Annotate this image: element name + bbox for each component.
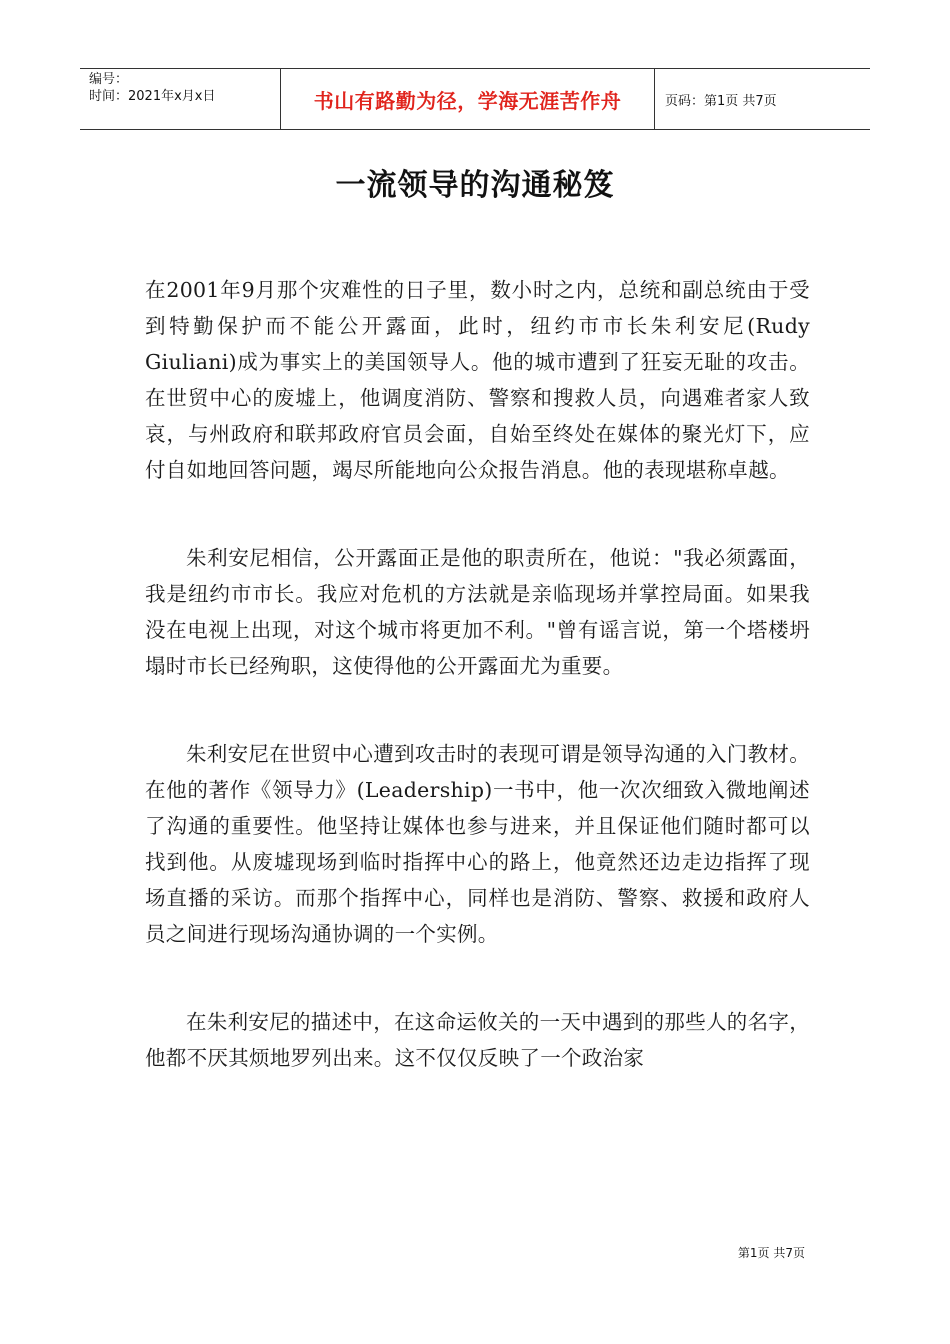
header-page-info: 页码：第1页 共7页 xyxy=(665,93,777,109)
paragraph-2: 朱利安尼相信，公开露面正是他的职责所在，他说："我必须露面，我是纽约市市长。我应对危机的方法就是亲临现场并掌控局面。如果我没在电视上出现，对这个城市将更加不利。"曾有谣言说，第一个塔楼坍塌时市长已经殉职，这使得他的公开露面尤为重要。 xyxy=(145,546,810,678)
header-motto: 书山有路勤为径，学海无涯苦作舟 xyxy=(281,69,655,129)
document-number-label: 编号： xyxy=(89,72,129,87)
document-time-label: 时间：2021年x月x日 xyxy=(89,89,216,104)
document-body xyxy=(145,272,810,1128)
paragraph-1: 在2001年9月那个灾难性的日子里，数小时之内，总统和副总统由于受到特勤保护而不能公开露面，此时，纽约市市长朱利安尼(Rudy Giuliani)成为事实上的美国领导人。他的城市遭到了狂妄无耻的攻击。在世贸中心的废墟上，他调度消防、警察和搜救人员，向遇难者家人致哀，与州政府和联邦政府官员会面，自始至终处在媒体的聚光灯下，应付自如地回答问题，竭尽所能地向公众报告消息。他的表现堪称卓越。 xyxy=(145,278,810,482)
paragraph-4: 在朱利安尼的描述中，在这命运攸关的一天中遇到的那些人的名字，他都不厌其烦地罗列出来。这不仅仅反映了一个政治家 xyxy=(145,1010,810,1070)
header-meta xyxy=(80,69,281,129)
page-header xyxy=(80,68,870,130)
paragraph-3: 朱利安尼在世贸中心遭到攻击时的表现可谓是领导沟通的入门教材。在他的著作《领导力》(Leadership)一书中，他一次次细致入微地阐述了沟通的重要性。他坚持让媒体也参与进来，并且保证他们随时都可以找到他。从废墟现场到临时指挥中心的路上，他竟然还边走边指挥了现场直播的采访。而那个指挥中心，同样也是消防、警察、救援和政府人员之间进行现场沟通协调的一个实例。 xyxy=(145,742,810,946)
document-title: 一流领导的沟通秘笈 xyxy=(335,168,615,203)
page-footer: 第1页 共7页 xyxy=(737,1246,805,1260)
